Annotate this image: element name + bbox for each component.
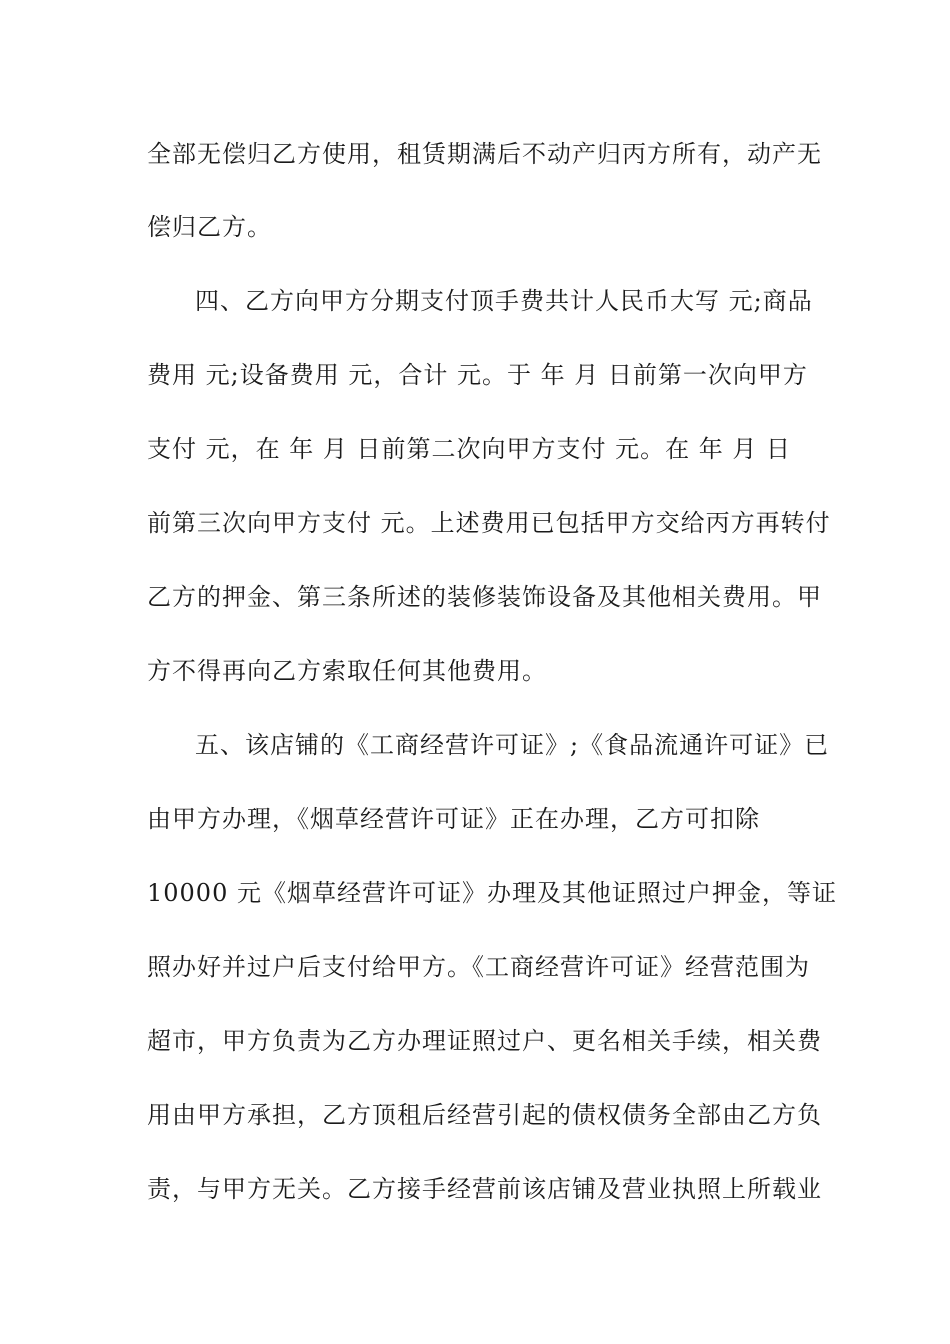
text-line: 用由甲方承担，乙方顶租后经营引起的债权债务全部由乙方负 <box>147 1101 822 1129</box>
text-line: 方不得再向乙方索取任何其他费用。 <box>147 657 547 685</box>
text-line: 责，与甲方无关。乙方接手经营前该店铺及营业执照上所载业 <box>147 1175 822 1203</box>
text-line: 全部无偿归乙方使用，租赁期满后不动产归丙方所有，动产无 <box>147 140 822 168</box>
text-line: 乙方的押金、第三条所述的装修装饰设备及其他相关费用。甲 <box>147 583 822 611</box>
paragraph-four-start: 四、乙方向甲方分期支付顶手费共计人民币大写 元;商品 <box>195 287 813 315</box>
text-line: 费用 元;设备费用 元，合计 元。于 年 月 日前第一次向甲方 <box>147 361 808 389</box>
text-line: 10000 元《烟草经营许可证》办理及其他证照过户押金，等证 <box>147 879 837 907</box>
text-line: 由甲方办理，《烟草经营许可证》正在办理，乙方可扣除 <box>147 805 760 833</box>
text-line: 偿归乙方。 <box>147 213 272 241</box>
text-line: 支付 元，在 年 月 日前第二次向甲方支付 元。在 年 月 日 <box>147 435 792 463</box>
text-line: 超市，甲方负责为乙方办理证照过户、更名相关手续，相关费 <box>147 1027 822 1055</box>
paragraph-five-start: 五、该店铺的《工商经营许可证》;《食品流通许可证》已 <box>195 731 830 759</box>
text-line: 照办好并过户后支付给甲方。《工商经营许可证》经营范围为 <box>147 953 810 981</box>
text-line: 前第三次向甲方支付 元。上述费用已包括甲方交给丙方再转付 <box>147 509 831 537</box>
